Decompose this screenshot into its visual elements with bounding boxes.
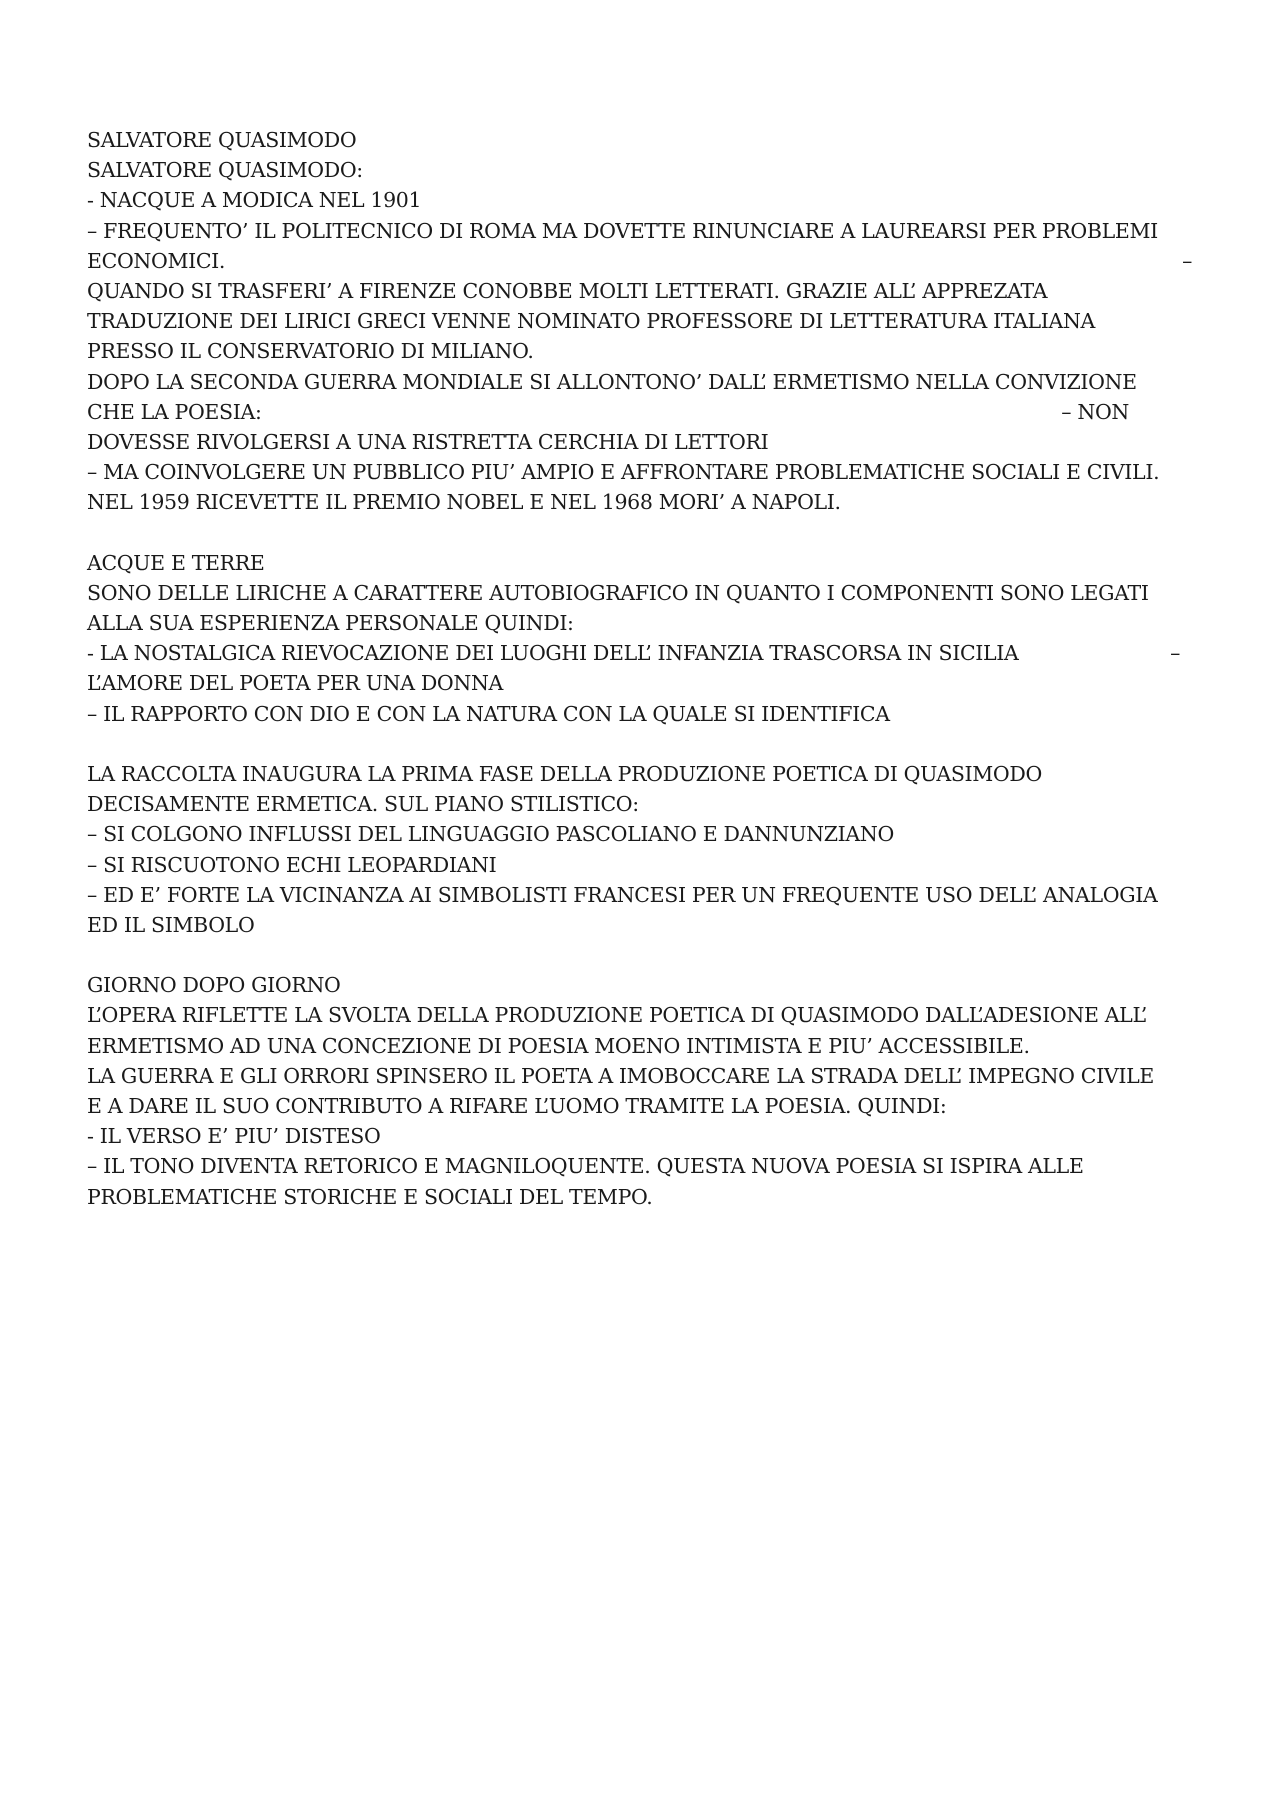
document-body <box>87 125 1207 1212</box>
text-line: – FREQUENTO’ IL POLITECNICO DI ROMA MA DOVETTE RINUNCIARE A LAUREARSI PER PROBLEMI <box>87 218 1158 243</box>
text-line: L’OPERA RIFLETTE LA SVOLTA DELLA PRODUZIONE POETICA DI QUASIMODO DALL’ADESIONE ALL’ <box>87 1003 1147 1028</box>
text-line: E A DARE IL SUO CONTRIBUTO A RIFARE L’UOMO TRAMITE LA POESIA. QUINDI: <box>87 1094 947 1118</box>
text-line: LA GUERRA E GLI ORRORI SPINSERO IL POETA A IMOBOCCARE LA STRADA DELL’ IMPEGNO CIVILE <box>87 1063 1154 1088</box>
text-line: – MA COINVOLGERE UN PUBBLICO PIU’ AMPIO E AFFRONTARE PROBLEMATICHE SOCIALI E CIVILI. <box>87 460 1160 485</box>
text-line-right: – <box>1182 248 1192 273</box>
text-line: DOPO LA SECONDA GUERRA MONDIALE SI ALLONTONO’ DALL’ ERMETISMO NELLA CONVIZIONE <box>87 369 1137 394</box>
text-line: – IL RAPPORTO CON DIO E CON LA NATURA CON LA QUALE SI IDENTIFICA <box>87 701 890 726</box>
text-line: ALLA SUA ESPERIENZA PERSONALE QUINDI: <box>87 611 574 635</box>
text-line: DECISAMENTE ERMETICA. SUL PIANO STILISTICO: <box>87 792 639 817</box>
text-line: PROBLEMATICHE STORICHE E SOCIALI DEL TEMPO. <box>87 1184 653 1209</box>
section-heading: GIORNO DOPO GIORNO <box>87 973 341 998</box>
text-line: QUANDO SI TRASFERI’ A FIRENZE CONOBBE MOLTI LETTERATI. GRAZIE ALL’ APPREZATA <box>87 278 1048 303</box>
paragraph-gap <box>87 940 1207 970</box>
text-line: SALVATORE QUASIMODO <box>87 128 357 152</box>
text-line-left: ECONOMICI. <box>87 248 226 273</box>
text-line: LA RACCOLTA INAUGURA LA PRIMA FASE DELLA PRODUZIONE POETICA DI QUASIMODO <box>87 761 1042 786</box>
text-line: TRADUZIONE DEI LIRICI GRECI VENNE NOMINATO PROFESSORE DI LETTERATURA ITALIANA <box>87 309 1095 334</box>
text-line: - NACQUE A MODICA NEL 1901 <box>87 188 422 213</box>
text-line: ED IL SIMBOLO <box>87 912 255 937</box>
text-line: – SI RISCUOTONO ECHI LEOPARDIANI <box>87 852 497 877</box>
text-line: SALVATORE QUASIMODO: <box>87 158 363 183</box>
section-heading: ACQUE E TERRE <box>87 550 265 575</box>
text-line-split <box>87 638 1180 668</box>
text-line: DOVESSE RIVOLGERSI A UNA RISTRETTA CERCHIA DI LETTORI <box>87 429 769 454</box>
text-line: L’AMORE DEL POETA PER UNA DONNA <box>87 671 504 696</box>
text-line: - IL VERSO E’ PIU’ DISTESO <box>87 1124 381 1149</box>
text-line: SONO DELLE LIRICHE A CARATTERE AUTOBIOGRAFICO IN QUANTO I COMPONENTI SONO LEGATI <box>87 580 1149 605</box>
text-line: ERMETISMO AD UNA CONCEZIONE DI POESIA MOENO INTIMISTA E PIU’ ACCESSIBILE. <box>87 1033 1030 1058</box>
text-line-split <box>87 397 1129 427</box>
text-line-split <box>87 246 1192 276</box>
text-line-right: – <box>1170 641 1180 666</box>
text-line-left: CHE LA POESIA: <box>87 399 262 424</box>
text-line: – ED E’ FORTE LA VICINANZA AI SIMBOLISTI FRANCESI PER UN FREQUENTE USO DELL’ ANALOGIA <box>87 882 1158 907</box>
text-line: – SI COLGONO INFLUSSI DEL LINGUAGGIO PASCOLIANO E DANNUNZIANO <box>87 822 894 847</box>
text-line-right: – NON <box>1061 399 1129 424</box>
paragraph-gap <box>87 729 1207 759</box>
text-line-left: - LA NOSTALGICA RIEVOCAZIONE DEI LUOGHI DELL’ INFANZIA TRASCORSA IN SICILIA <box>87 641 1019 666</box>
text-line: NEL 1959 RICEVETTE IL PREMIO NOBEL E NEL 1968 MORI’ A NAPOLI. <box>87 490 841 515</box>
text-line: PRESSO IL CONSERVATORIO DI MILIANO. <box>87 339 534 364</box>
paragraph-gap <box>87 517 1207 547</box>
text-line: – IL TONO DIVENTA RETORICO E MAGNILOQUENTE. QUESTA NUOVA POESIA SI ISPIRA ALLE <box>87 1154 1084 1179</box>
